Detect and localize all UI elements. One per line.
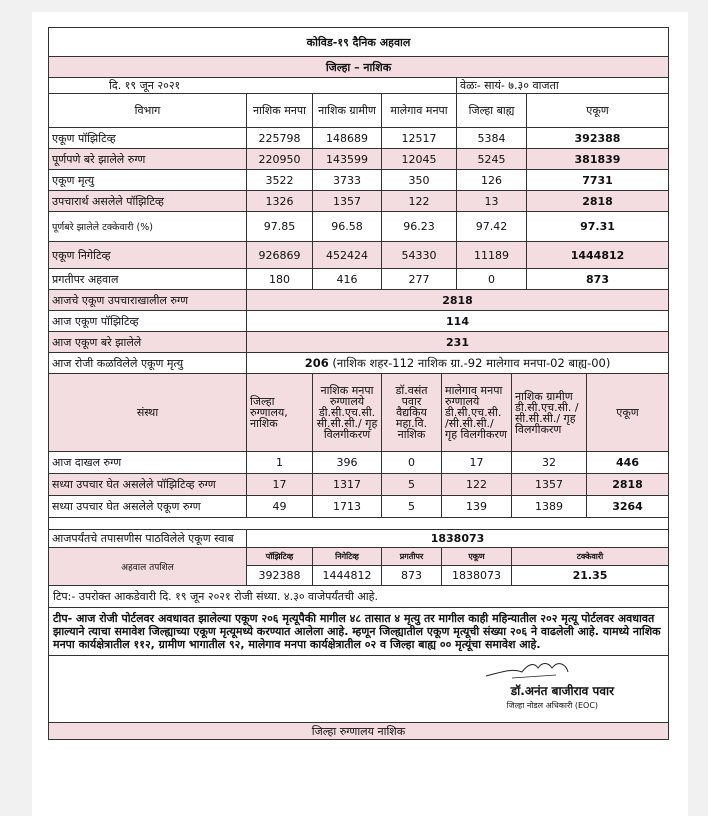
footnote: टिप:- उपरोक्त आकडेवारी दि. १९ जून २०२१ रोजी संध्या. ४.३० वाजेपर्यंतची आहे.: [49, 586, 669, 608]
summary-label: आज एकूण बरे झालेले: [49, 332, 247, 353]
cell: 5: [382, 474, 442, 496]
check-header: निगेटिव्ह: [313, 548, 382, 566]
inst-header: नाशिक मनपा रुग्णालये डी.सी.एच.सी. सी.सी.सी./ गृह विलगीकरण: [313, 374, 382, 452]
cell: 49: [247, 496, 313, 518]
cell: 1357: [313, 191, 382, 212]
cell: 17: [442, 452, 512, 474]
cell: 97.85: [247, 212, 313, 242]
col-header-outside: जिल्हा बाह्य: [457, 94, 527, 128]
remark: टीप- आज रोजी पोर्टलवर अवधावत झालेल्या एकूण २०६ मृत्यूपैकी मागील ४८ तासात ४ मृत्यु तर मागील काही महिन्यातील २०२ मृत्यू पोर्टलवर अवधावत झाल्याने त्याचा समावेश जिल्ह्याच्या एकूण मृत्यूमध्ये करण्यात आलेला आहे. म्हणून जिल्ह्यातील एकूण मृत्यूची संख्या २०६ ने वाढलेली आहे. यामध्ये नाशिक मनपा कार्यक्षेत्रातील ११२, ग्रामीण भागातील ९२, मालेगाव मनपा कार्यक्षेत्रातील ०२ व जिल्हा बाह्य ०० मृत्यूंचा समावेश आहे.: [49, 608, 669, 656]
inst-header: डॉ.वसंत पवार वैद्यकिय महा.वि. नाशिक: [382, 374, 442, 452]
cell: 1357: [512, 474, 587, 496]
row-label: उपचारार्थ असलेले पॉझिटिव्ह: [49, 191, 247, 212]
cell: 1326: [247, 191, 313, 212]
check-cell: 1838073: [442, 566, 512, 586]
cell: 1317: [313, 474, 382, 496]
cell: 11189: [457, 242, 527, 269]
check-header: टक्केवारी: [512, 548, 669, 566]
deaths-today-label: आज रोजी कळविलेले एकूण मृत्यु: [49, 353, 247, 374]
spacer: [49, 518, 669, 530]
check-header: प्रगतीपर: [382, 548, 442, 566]
summary-label: आजचे एकूण उपचाराखालील रुग्ण: [49, 290, 247, 311]
cell: 143599: [313, 149, 382, 170]
check-cell: 1444812: [313, 566, 382, 586]
cell: 126: [457, 170, 527, 191]
cell: 396: [313, 452, 382, 474]
cell: 3522: [247, 170, 313, 191]
row-label: सध्या उपचार घेत असलेले एकूण रुग्ण: [49, 496, 247, 518]
col-header-malegaon: मालेगाव मनपा: [382, 94, 457, 128]
cell: 452424: [313, 242, 382, 269]
cell-total: 446: [587, 452, 669, 474]
cell-total: 1444812: [527, 242, 669, 269]
row-label: एकूण निगेटिव्ह: [49, 242, 247, 269]
row-label: पूर्णपणे बरे झालेले रुग्ण: [49, 149, 247, 170]
inst-header: मालेगाव मनपा रुग्णालये डी.सी.एच.सी. /सी.सी.सी./ गृह विलगीकरण: [442, 374, 512, 452]
inst-header: जिल्हा रुग्णालय, नाशिक: [247, 374, 313, 452]
cell: 5245: [457, 149, 527, 170]
cell-total: 381839: [527, 149, 669, 170]
cell: 148689: [313, 128, 382, 149]
summary-value: 2818: [247, 290, 669, 311]
check-header: एकूण: [442, 548, 512, 566]
signature-block: [49, 656, 669, 723]
col-header-rural: नाशिक ग्रामीण: [313, 94, 382, 128]
report-title: कोविड-१९ दैनिक अहवाल: [49, 28, 669, 57]
cell: 225798: [247, 128, 313, 149]
testing-table: [48, 529, 669, 740]
check-cell-pct: 21.35: [512, 566, 669, 586]
check-header: पॉझिटिव्ह: [247, 548, 313, 566]
cell: 416: [313, 269, 382, 290]
institution-table: [48, 373, 669, 530]
swabs-value: 1838073: [247, 530, 669, 548]
signatory-designation: जिल्हा नोडल अधिकारी (EOC): [506, 701, 599, 710]
cell: 139: [442, 496, 512, 518]
cell: 0: [457, 269, 527, 290]
cell: 5: [382, 496, 442, 518]
check-cell: 392388: [247, 566, 313, 586]
row-label: प्रगतीपर अहवाल: [49, 269, 247, 290]
cell: 926869: [247, 242, 313, 269]
cell: 1: [247, 452, 313, 474]
report-date: दि. १९ जून २०२१: [49, 78, 457, 94]
cell-total: 7731: [527, 170, 669, 191]
deaths-today-value: 206 (नाशिक शहर-112 नाशिक ग्रा.-92 मालेगाव मनपा-02 बाह्य-00): [247, 353, 669, 374]
cell: 277: [382, 269, 457, 290]
cell-total: 2818: [587, 474, 669, 496]
swabs-label: आजपर्यंतचे तपासणीस पाठविलेले एकूण स्वाब: [49, 530, 247, 548]
report-check-label: अहवाल तपशिल: [49, 548, 247, 586]
cell: 12045: [382, 149, 457, 170]
cell: 32: [512, 452, 587, 474]
cell: 5384: [457, 128, 527, 149]
cell-total: 97.31: [527, 212, 669, 242]
row-label: पूर्णबरे झालेले टक्केवारी (%): [49, 212, 247, 242]
check-cell: 873: [382, 566, 442, 586]
cell-total: 392388: [527, 128, 669, 149]
col-header-total: एकूण: [527, 94, 669, 128]
summary-label: आज एकूण पॉझिटिव्ह: [49, 311, 247, 332]
cell: 180: [247, 269, 313, 290]
inst-header: नाशिक ग्रामीण डी.सी.एच.सी. /सी.सी.सी./ गृह विलगीकरण: [512, 374, 587, 452]
report-table: [48, 27, 669, 374]
row-label: आज दाखल रुग्ण: [49, 452, 247, 474]
report-time: वेळः- सायं- ७.३० वाजता: [457, 78, 669, 94]
footer-office: जिल्हा रुग्णालय नाशिक: [49, 723, 669, 740]
cell-total: 873: [527, 269, 669, 290]
cell: 220950: [247, 149, 313, 170]
inst-header-label: संस्था: [49, 374, 247, 452]
cell: 1389: [512, 496, 587, 518]
cell: 122: [442, 474, 512, 496]
cell: 13: [457, 191, 527, 212]
cell: 17: [247, 474, 313, 496]
signatory-name: डॉ.अनंत बाजीराव पवार: [510, 684, 615, 698]
cell-total: 2818: [527, 191, 669, 212]
row-label: एकूण पॉझिटिव्ह: [49, 128, 247, 149]
cell: 96.58: [313, 212, 382, 242]
cell: 1713: [313, 496, 382, 518]
cell: 97.42: [457, 212, 527, 242]
cell: 3733: [313, 170, 382, 191]
report-sheet: [48, 27, 668, 740]
inst-header-total: एकूण: [587, 374, 669, 452]
signature-scribble: [482, 658, 572, 682]
cell: 54330: [382, 242, 457, 269]
summary-value: 114: [247, 311, 669, 332]
cell: 122: [382, 191, 457, 212]
col-header-section: विभाग: [49, 94, 247, 128]
cell: 350: [382, 170, 457, 191]
cell: 96.23: [382, 212, 457, 242]
summary-value: 231: [247, 332, 669, 353]
row-label: सध्या उपचार घेत असलेले पॉझिटिव्ह रुग्ण: [49, 474, 247, 496]
row-label: एकूण मृत्यु: [49, 170, 247, 191]
district-heading: जिल्हा – नाशिक: [49, 57, 669, 78]
cell: 0: [382, 452, 442, 474]
cell: 12517: [382, 128, 457, 149]
cell-total: 3264: [587, 496, 669, 518]
col-header-city: नाशिक मनपा: [247, 94, 313, 128]
